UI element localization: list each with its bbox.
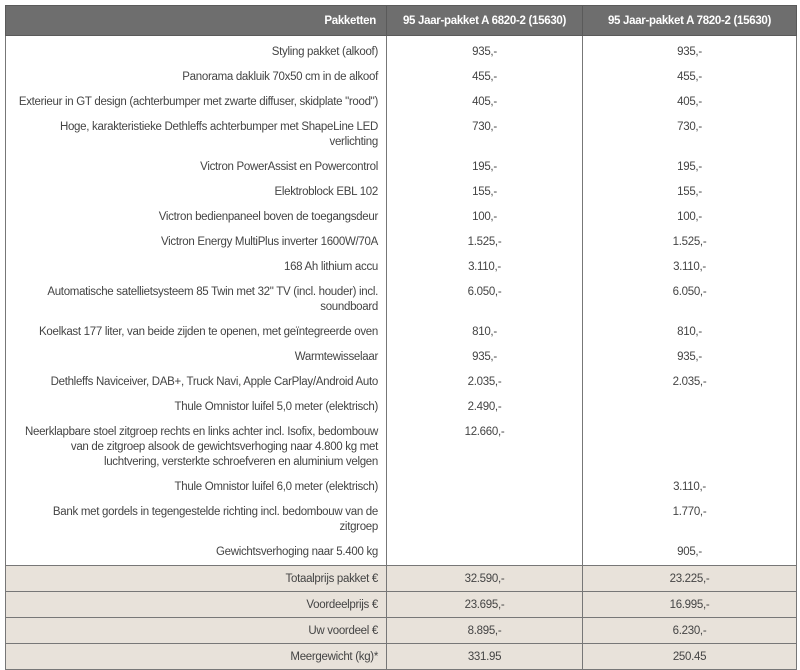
header-package-a6820: 95 Jaar-pakket A 6820-2 (15630) [387,6,583,36]
item-label: Dethleffs Naviceiver, DAB+, Truck Navi, Apple CarPlay/Android Auto [6,370,387,395]
header-packages: Pakketten [6,6,387,36]
price-a7820: 730,- [583,115,797,155]
item-label: Neerklapbare stoel zitgroep rechts en links achter incl. Isofix, bedombouw van de zitgroep alsook de gewichtsverhoging naar 4.800 kg met luchtvering, versterkte schroefveren en aluminium velgen [6,420,387,475]
item-label: Uw voordeel € [6,618,387,644]
price-a6820: 1.525,- [387,230,583,255]
table-row [6,90,797,115]
price-a6820: 455,- [387,65,583,90]
item-label: Thule Omnistor luifel 5,0 meter (elektrisch) [6,395,387,420]
price-a7820: 1.525,- [583,230,797,255]
price-a7820: 455,- [583,65,797,90]
price-a7820: 905,- [583,540,797,566]
header-package-a7820: 95 Jaar-pakket A 7820-2 (15630) [583,6,797,36]
price-a7820: 810,- [583,320,797,345]
item-label: Elektroblock EBL 102 [6,180,387,205]
item-label: Automatische satellietsysteem 85 Twin met 32" TV (incl. houder) incl. soundboard [6,280,387,320]
item-label: Victron Energy MultiPlus inverter 1600W/70A [6,230,387,255]
price-a6820 [387,500,583,540]
price-a7820: 250.45 [583,644,797,670]
total-row [6,644,797,670]
item-label: Bank met gordels in tegengestelde richting incl. bedombouw van de zitgroep [6,500,387,540]
table-row [6,65,797,90]
item-label: Koelkast 177 liter, van beide zijden te openen, met geïntegreerde oven [6,320,387,345]
table-row [6,420,797,475]
item-label: 168 Ah lithium accu [6,255,387,280]
table-row [6,36,797,66]
total-row [6,566,797,592]
price-a6820: 730,- [387,115,583,155]
table-row [6,500,797,540]
item-label: Styling pakket (alkoof) [6,36,387,66]
price-a7820 [583,395,797,420]
price-a7820: 935,- [583,36,797,66]
item-label: Victron bedienpaneel boven de toegangsdeur [6,205,387,230]
price-a7820: 405,- [583,90,797,115]
price-a7820 [583,420,797,475]
price-a7820: 1.770,- [583,500,797,540]
total-row [6,618,797,644]
price-a6820: 12.660,- [387,420,583,475]
price-a7820: 16.995,- [583,592,797,618]
table-row [6,475,797,500]
price-a6820 [387,475,583,500]
table-row [6,345,797,370]
table-row [6,155,797,180]
item-label: Warmtewisselaar [6,345,387,370]
price-a6820: 2.035,- [387,370,583,395]
price-a7820: 195,- [583,155,797,180]
table-row [6,180,797,205]
price-a6820: 100,- [387,205,583,230]
price-a7820: 100,- [583,205,797,230]
table-row [6,205,797,230]
price-a6820: 8.895,- [387,618,583,644]
price-a6820: 2.490,- [387,395,583,420]
price-a7820: 3.110,- [583,255,797,280]
item-label: Voordeelprijs € [6,592,387,618]
price-a6820: 331.95 [387,644,583,670]
price-a6820 [387,540,583,566]
table-row [6,280,797,320]
price-a7820: 3.110,- [583,475,797,500]
total-row [6,592,797,618]
table-row [6,370,797,395]
item-label: Exterieur in GT design (achterbumper met zwarte diffuser, skidplate "rood") [6,90,387,115]
table-row [6,255,797,280]
table-row [6,540,797,566]
table-row [6,115,797,155]
item-label: Thule Omnistor luifel 6,0 meter (elektrisch) [6,475,387,500]
price-a6820: 3.110,- [387,255,583,280]
price-a7820: 6.230,- [583,618,797,644]
price-a7820: 23.225,- [583,566,797,592]
price-a6820: 23.695,- [387,592,583,618]
price-a6820: 405,- [387,90,583,115]
table-header-row [6,6,797,36]
item-label: Gewichtsverhoging naar 5.400 kg [6,540,387,566]
price-a6820: 935,- [387,345,583,370]
table-row [6,320,797,345]
price-a6820: 195,- [387,155,583,180]
price-a6820: 6.050,- [387,280,583,320]
price-a7820: 935,- [583,345,797,370]
price-a6820: 935,- [387,36,583,66]
table-row [6,395,797,420]
item-label: Hoge, karakteristieke Dethleffs achterbumper met ShapeLine LED verlichting [6,115,387,155]
price-a7820: 6.050,- [583,280,797,320]
item-label: Totaalprijs pakket € [6,566,387,592]
price-a6820: 810,- [387,320,583,345]
price-a7820: 2.035,- [583,370,797,395]
table-row [6,230,797,255]
price-a6820: 155,- [387,180,583,205]
item-label: Panorama dakluik 70x50 cm in de alkoof [6,65,387,90]
price-a7820: 155,- [583,180,797,205]
item-label: Meergewicht (kg)* [6,644,387,670]
item-label: Victron PowerAssist en Powercontrol [6,155,387,180]
price-a6820: 32.590,- [387,566,583,592]
package-price-table [5,5,797,670]
